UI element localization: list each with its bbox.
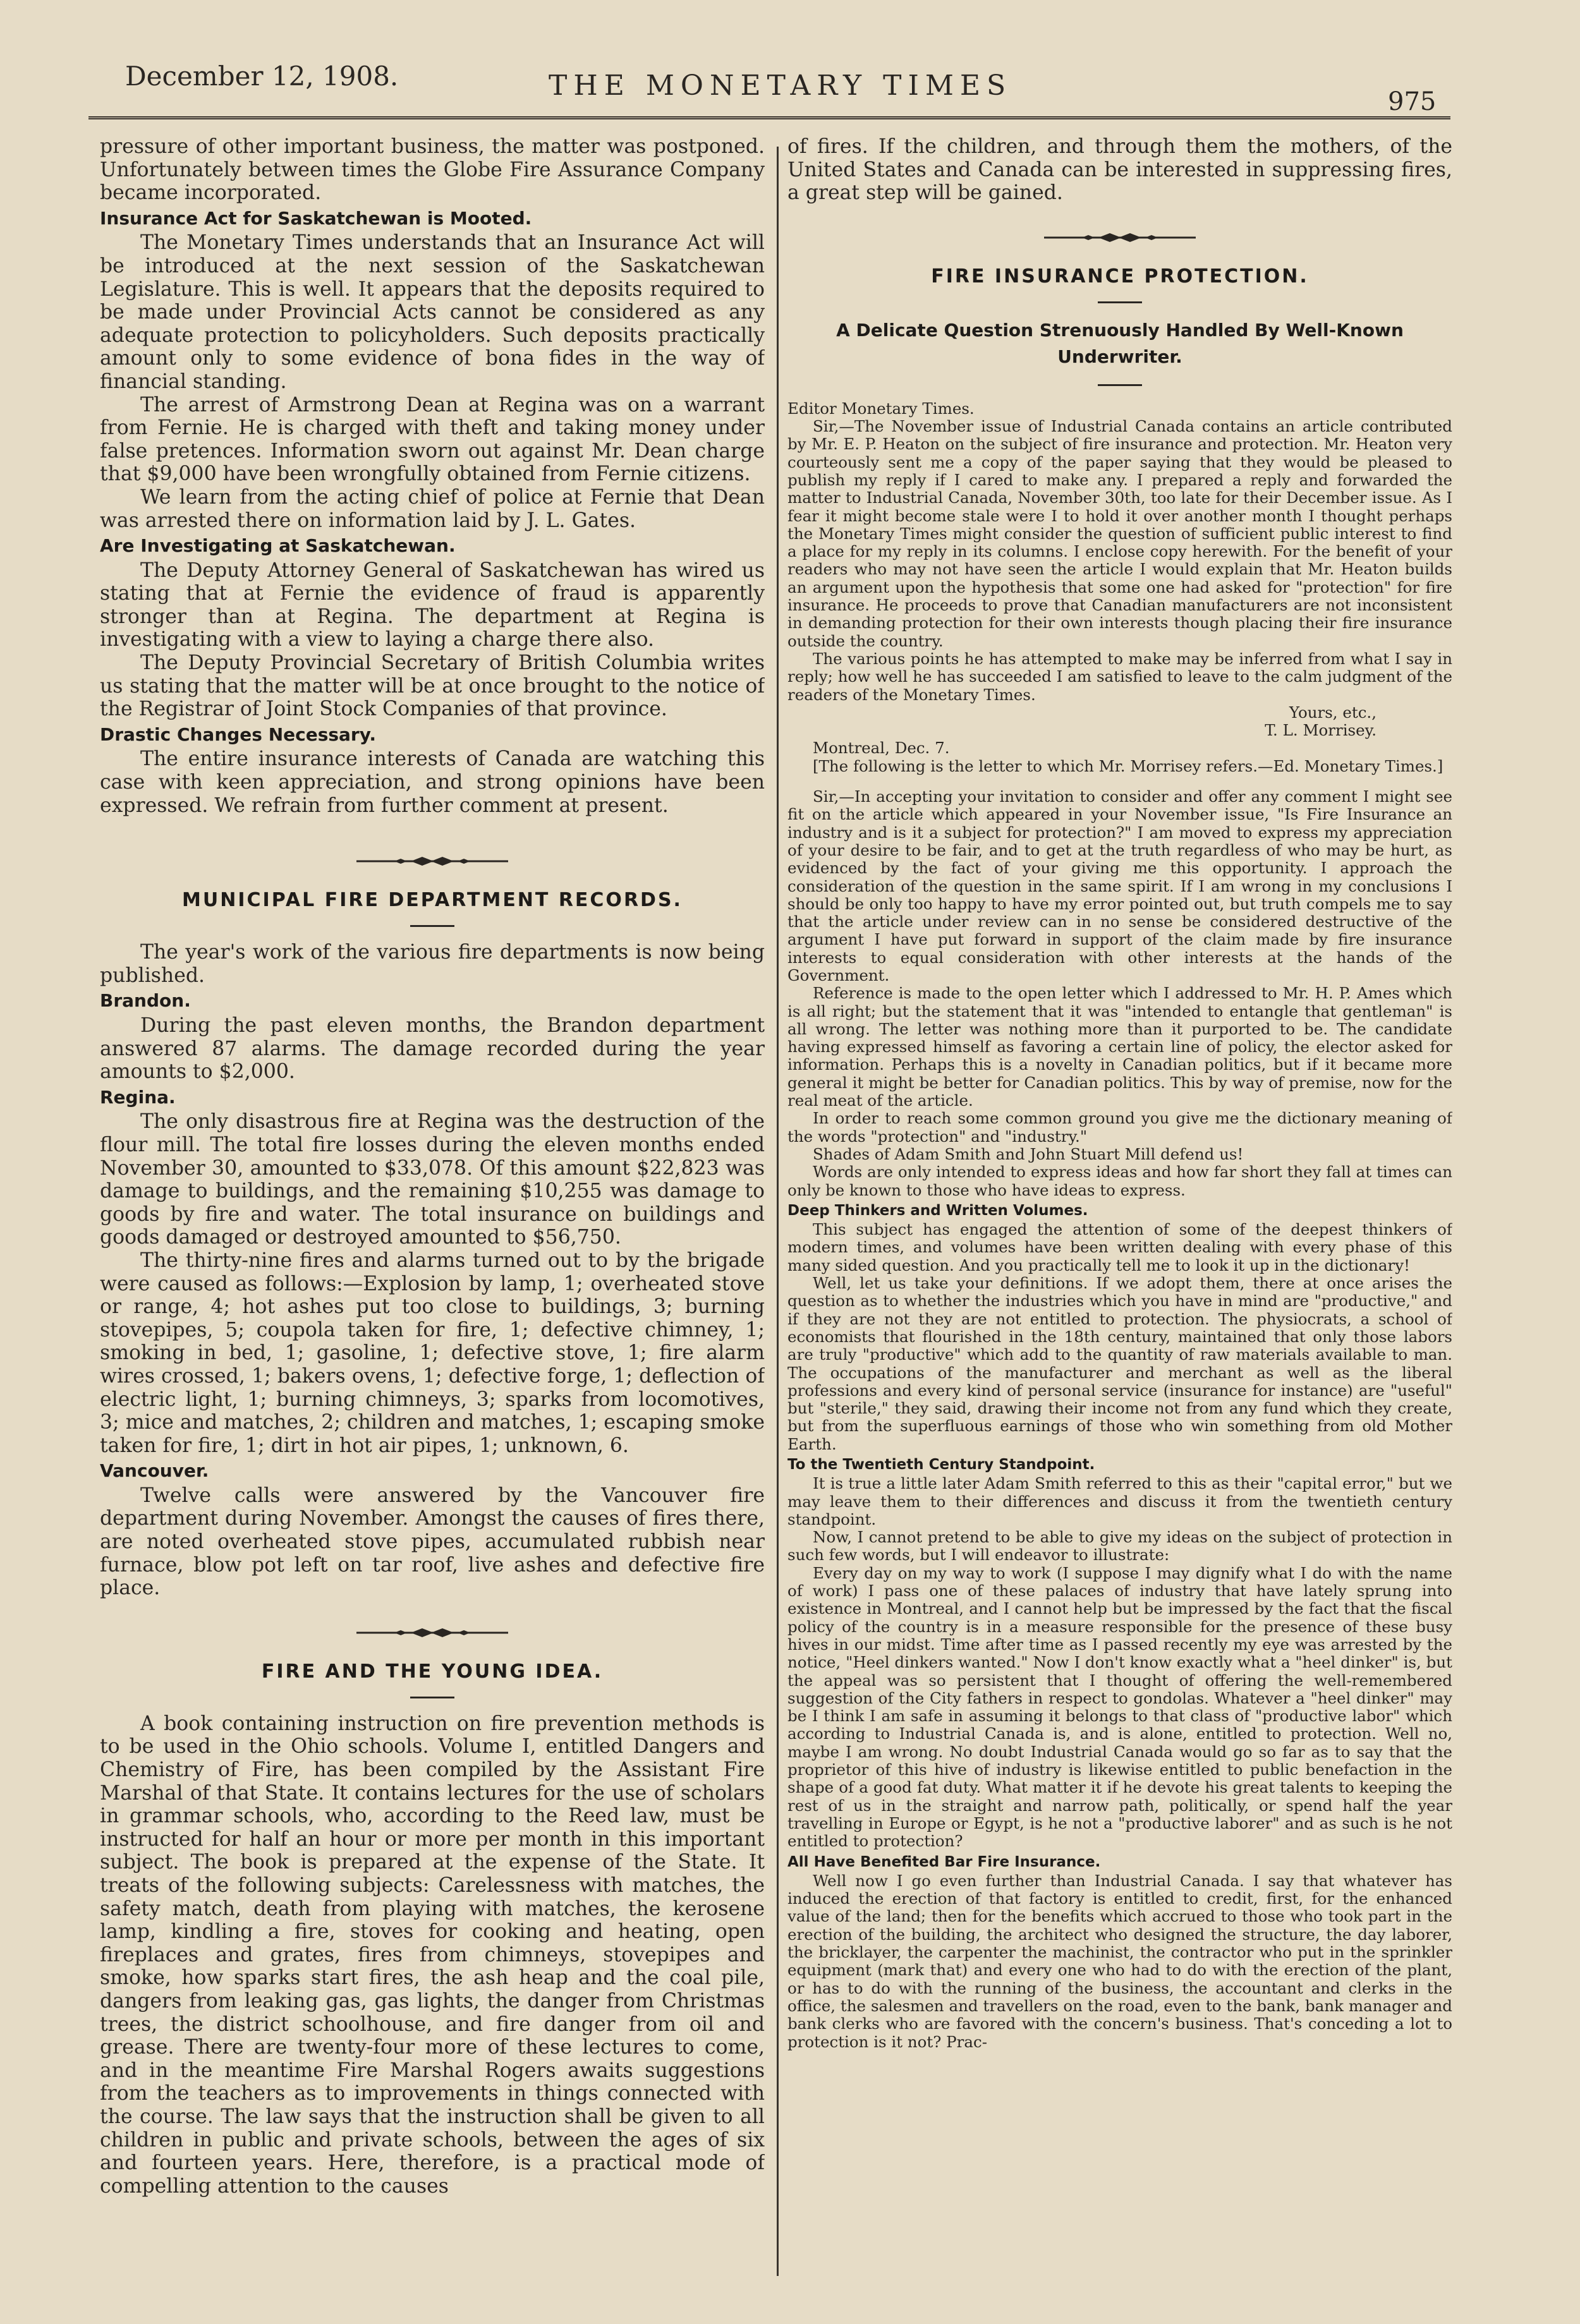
paragraph: The arrest of Armstrong Dean at Regina was on a warrant from Fernie. He is charged with theft and taking money under false pretences. Information sworn out against Mr. Dean charge that $9,000 have been wrongfully obtained from Fernie citizens. <box>100 393 765 486</box>
paragraph: Well, let us take your definitions. If we adopt them, there at once arises the question as to whether the industries which you have in mind are "productive," and if they are not they are not entitled to protection. The physiocrats, a school of economists that flourished in the 18th century, maintained that only those labors are truly "productive" which add to the quantity of raw materials available to man. The occupations of the manufacturer and merchant as well as the liberal professions and every kind of personal service (insurance for instance) are "useful" but "sterile," they said, drawing their income not from any fund which they create, but from the superfluous earnings of those who win something from old Mother Earth. <box>787 1274 1452 1453</box>
subheading-investigating: Are Investigating at Saskatchewan. <box>100 535 456 557</box>
left-column <box>100 135 765 2296</box>
ornament-divider <box>1044 233 1196 243</box>
paragraph: This subject has engaged the attention of some of the deepest thinkers of modern times, and volumes have been written dealing with every phase of this many sided question. And you practically tell me to look it up in the dictionary! <box>787 1220 1452 1274</box>
paragraph: It is true a little later Adam Smith referred to this as their "capital error," but we may leave them to their differences and discuss it from the twentieth century standpoint. <box>787 1474 1452 1528</box>
paragraph: The Deputy Attorney General of Saskatchewan has wired us stating that at Fernie the evidence of fraud is apparently stronger than at Regina. The department at Regina is investigating with a view to laying a charge there also. <box>100 559 765 651</box>
masthead-title: THE MONETARY TIMES <box>549 70 1012 102</box>
young-idea-article <box>100 1712 765 2198</box>
subheading-deep-thinkers: Deep Thinkers and Written Volumes. <box>787 1202 1088 1219</box>
salutation: Editor Monetary Times. <box>787 399 975 418</box>
letter-body <box>787 400 1452 2051</box>
insurance-article <box>100 135 765 817</box>
paragraph: A book containing instruction on fire prevention methods is to be used in the Ohio schools. Volume I, entitled Dangers and Chemistry of Fire, has been compiled by the Assistant Fire Marshal of that State. It contains lectures for the use of scholars in grammar schools, who, according to the Reed law, must be instructed for half an hour or more per month in this important subject. The book is prepared at the expense of the State. It treats of the following subjects: Carelessness with matches, the safety match, death from playing with matches, the kerosene lamp, kindling a fire, stoves for cooking and heating, open fireplaces and grates, fires from chimneys, stovepipes and smoke, how sparks start fires, the ash heap and the coal pile, dangers from leaking gas, gas lights, the danger from Christmas trees, the district schoolhouse, and fire danger from oil and grease. There are twenty-four more of these lectures to come, and in the meantime Fire Marshal Rogers awaits suggestions from the teachers as to improvements in things connected with the course. The law says that the instruction shall be given to all children in public and private schools, between the ages of six and fourteen years. Here, therefore, is a practical mode of compelling attention to the causes <box>100 1712 765 2198</box>
paragraph: The Monetary Times understands that an Insurance Act will be introduced at the next session of the Saskatchewan Legislature. This is well. It appears that the deposits required to be made under Provincial Acts cannot be considered as any adequate protection to policyholders. Such deposits practically amount only to some evidence of bona fides in the way of financial standing. <box>100 231 765 393</box>
paragraph: The various points he has attempted to make may be inferred from what I say in reply; how well he has succeeded I am satisfied to leave to the calm judgment of the readers of the Monetary Times. <box>787 649 1452 704</box>
paragraph: The year's work of the various fire departments is now being published. <box>100 941 765 987</box>
paragraph: We learn from the acting chief of police at Fernie that Dean was arrested there on information laid by J. L. Gates. <box>100 485 765 532</box>
subheading-brandon: Brandon. <box>100 990 191 1012</box>
paragraph: Now, I cannot pretend to be able to give my ideas on the subject of protection in such few words, but I will endeavor to illustrate: <box>787 1528 1452 1564</box>
paragraph: of fires. If the children, and through them the mothers, of the United States and Canada can be interested in suppressing fires, a great step will be gained. <box>787 135 1452 205</box>
young-idea-continued <box>787 135 1452 205</box>
paragraph: Sir,—In accepting your invitation to consider and offer any comment I might see fit on the article which appeared in your November issue, "Is Fire Insurance an industry and is it a subject for protection?" I am moved to express my appreciation of your desire to be fair, and to get at the truth regardless of who may be hurt, as evidenced by the fact of your giving me this opportunity. I approach the consideration of the question in the same spirit. If I am wrong in my conclusions I should be only too happy to have my error pointed out, but truth compels me to say that the article under review can in no sense be considered destructive of the argument I have put forward in support of the claim made by fire insurance interests to equal consideration with other interests at the hands of the Government. <box>787 787 1452 984</box>
paragraph: Well now I go even further than Industrial Canada. I say that whatever has induced the erection of that factory is entitled to credit, first, for the enhanced value of the land; then for the benefits which accrued to those who took part in the erection of the building, the architect who designed the structure, the day laborer, the bricklayer, the carpenter the machinist, the contractor who put in the sprinkler equipment (mark that) and every one who had to do with the erection of the plant, or has to do with the running of the business, the accountant and clerks in the office, the salesmen and travellers on the road, even to the bank, bank manager and bank clerks who are favored with the concern's business. That's conceding a lot to protection is it not? Prac- <box>787 1871 1452 2051</box>
municipal-records-article <box>100 941 765 1600</box>
editor-note: [The following is the letter to which Mr. Morrisey refers.—Ed. Monetary Times.] <box>813 756 1443 775</box>
ornament-divider <box>356 856 508 866</box>
page-number: 975 <box>1388 87 1437 116</box>
paragraph: During the past eleven months, the Brandon department answered 87 alarms. The damage recorded during the year amounts to $2,000. <box>100 1014 765 1084</box>
intro-paragraph: pressure of other important business, the matter was postponed. Unfortunately between times the Globe Fire Assurance Company became incorporated. <box>100 135 765 205</box>
paragraph: Reference is made to the open letter which I addressed to Mr. H. P. Ames which is all right; but the statement that it was "intended to entangle that gentleman" is all wrong. The letter was nothing more than it purported to be. The candidate having expressed himself as favoring a certain line of policy, the elector asked for information. Perhaps this is a novelty in Canadian politics, but if it became more general it might be better for Canadian politics. This by way of premise, now for the real meat of the article. <box>787 984 1452 1110</box>
paragraph: The Deputy Provincial Secretary of British Columbia writes us stating that the matter will be at once brought to the notice of the Registrar of Joint Stock Companies of that province. <box>100 651 765 721</box>
paragraph: The only disastrous fire at Regina was the destruction of the flour mill. The total fire losses during the eleven months ended November 30, amounted to $33,078. Of this amount $22,823 was damage to buildings, and the remaining $10,255 was damage to goods by fire and water. The total insurance on buildings and goods damaged or destroyed amounted to $56,750. <box>100 1110 765 1249</box>
paragraph: Every day on my way to work (I suppose I may dignify what I do with the name of work) I pass one of these palaces of industry that have lately sprung into existence in Montreal, and I cannot help but be impressed by the fact that the fiscal policy of the country is in a measure responsible for the presence of these busy hives in our midst. Time after time as I passed recently my eye was arrested by the notice, "Heel dinkers wanted." Now I don't know exactly what a "heel dinker" is, but the appeal was so persistent that I thought of offering the well-remembered suggestion of the City fathers in respect to gondolas. Whatever a "heel dinker" may be I think I am safe in assuming it belongs to that class of "productive labor" which according to Industrial Canada is, and is alone, entitled to protection. Well no, maybe I am wrong. No doubt Industrial Canada would go so far as to say that the proprietor of this hive of industry is likewise entitled to public benefaction in the shape of a good fat duty. What matter it if he devote his great talents to keeping the rest of us in the straight and narrow path, politically, or spend half the year travelling in Europe or Egypt, is he not a "productive laborer" and as such is he not entitled to protection? <box>787 1563 1452 1851</box>
paragraph: Words are only intended to express ideas and how far short they fall at times can only be known to those who have ideas to express. <box>787 1163 1452 1199</box>
fire-insurance-protection-heading: FIRE INSURANCE PROTECTION. <box>931 265 1309 287</box>
short-rule <box>1098 384 1142 386</box>
subheading-all-have-benefited: All Have Benefited Bar Fire Insurance. <box>787 1853 1101 1870</box>
subheading-saskatchewan-act: Insurance Act for Saskatchewan is Mooted. <box>100 207 532 229</box>
paragraph: Twelve calls were answered by the Vancouver fire department during November. Amongst the causes of fires there, are noted overheated stove pipes, accumulated rubbish near furnace, blow pot left on tar roof, live ashes and defective fire place. <box>100 1484 765 1600</box>
paragraph: Shades of Adam Smith and John Stuart Mill defend us! <box>813 1144 1244 1163</box>
subheading-vancouver: Vancouver. <box>100 1460 209 1482</box>
fire-insurance-subtitle: A Delicate Question Strenuously Handled By Well-Known Underwriter. <box>836 319 1404 367</box>
subheading-drastic-changes: Drastic Changes Necessary. <box>100 723 377 745</box>
short-rule <box>1098 301 1142 303</box>
subheading-twentieth-century: To the Twentieth Century Standpoint. <box>787 1456 1095 1473</box>
column-divider <box>777 147 779 2276</box>
paragraph: Sir,—The November issue of Industrial Canada contains an article contributed by Mr. E. P. Heaton on the subject of fire insurance and protection. Mr. Heaton very courteously sent me a copy of the paper saying that they would be pleased to publish my reply if I cared to make any. I prepared a reply and forwarded the matter to Industrial Canada, November 30th, too late for their December issue. As I fear it might become stale were I to hold it over another month I thought perhaps the Monetary Times might consider the question of sufficient public interest to find a place for my reply in its columns. I enclose copy herewith. For the benefit of your readers who may not have seen the article I would explain that Mr. Heaton builds an argument upon the hypothesis that some one had asked for "protection" for fire insurance. He proceeds to prove that Canadian manufacturers are not inconsistent in demanding protection for their own interests though placing their fire insurance outside the country. <box>787 417 1452 650</box>
subheading-regina: Regina. <box>100 1086 176 1108</box>
header-date: December 12, 1908. <box>125 61 399 92</box>
right-column <box>787 135 1452 2296</box>
paragraph: In order to reach some common ground you give me the dictionary meaning of the words "protection" and "industry." <box>787 1109 1452 1146</box>
signature-name: T. L. Morrisey. <box>1265 721 1376 740</box>
ornament-divider <box>356 1628 508 1638</box>
short-rule <box>410 1697 454 1698</box>
paragraph: The thirty-nine fires and alarms turned out to by the brigade were caused as follows:—Explosion by lamp, 1; overheated stove or range, 4; hot ashes put too close to buildings, 3; burning stovepipes, 5; coupola taken for fire, 1; defective chimney, 1; smoking in bed, 1; gasoline, 1; defective stove, 1; fire alarm wires crossed, 1; bakers ovens, 1; defective forge, 1; deflection of electric light, 1; burning chimneys, 3; sparks from locomotives, 3; mice and matches, 2; children and matches, 1; escaping smoke taken for fire, 1; dirt in hot air pipes, 1; unknown, 6. <box>100 1249 765 1457</box>
signature-closing: Yours, etc., <box>1289 703 1376 722</box>
young-idea-heading: FIRE AND THE YOUNG IDEA. <box>261 1660 604 1683</box>
short-rule <box>410 925 454 927</box>
municipal-records-heading: MUNICIPAL FIRE DEPARTMENT RECORDS. <box>182 889 683 912</box>
paragraph: The entire insurance interests of Canada are watching this case with keen appreciation, and strong opinions have been expressed. We refrain from further comment at present. <box>100 747 765 817</box>
header-rule <box>88 116 1450 119</box>
place-date: Montreal, Dec. 7. <box>813 739 950 758</box>
